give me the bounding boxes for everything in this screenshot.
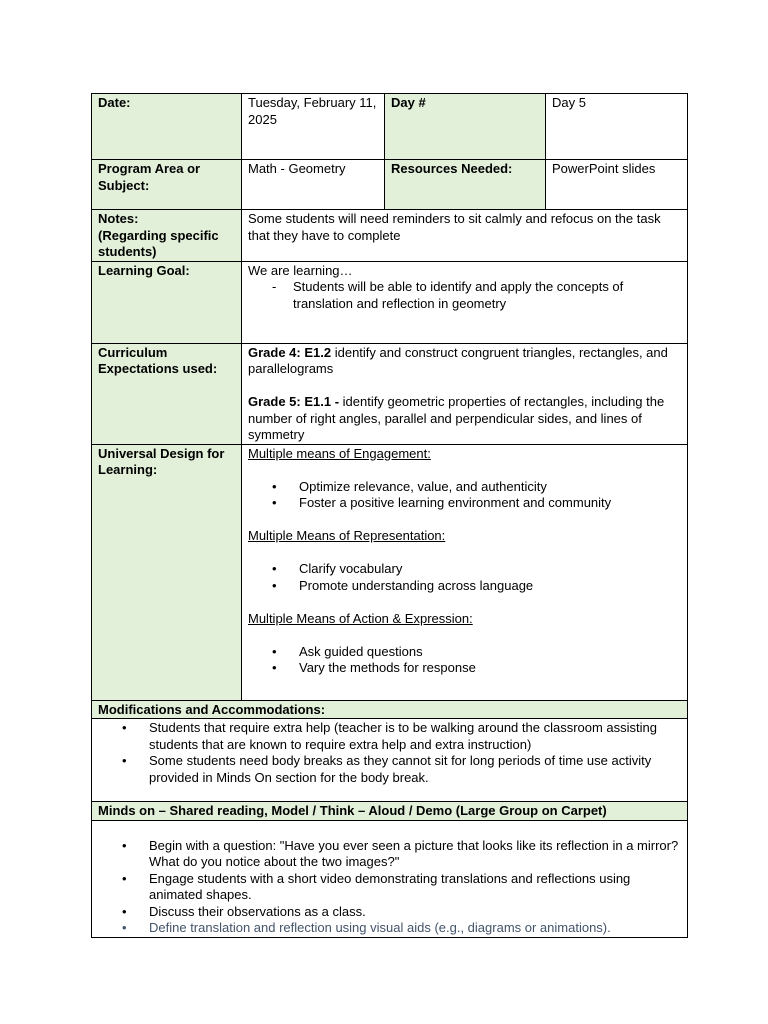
minds-on-row — [92, 820, 688, 937]
learning-goal-intro: We are learning… — [248, 262, 353, 278]
modifications-heading: Modifications and Accommodations: — [92, 700, 688, 719]
minds-on-list — [98, 838, 682, 937]
date-value: Tuesday, February 11, 2025 — [242, 94, 385, 160]
modifications-row — [92, 719, 688, 802]
learning-goal-list — [248, 279, 682, 312]
grade4-expectation — [248, 345, 682, 378]
list-item: • Begin with a question: "Have you ever seen a picture that looks like its reflection in a mirror? What do you notice about the two images?" — [98, 838, 682, 871]
lesson-plan-table — [91, 93, 688, 938]
notes-label-line1: Notes: — [98, 211, 139, 226]
engagement-list — [248, 479, 682, 512]
minds-on-heading-row — [92, 802, 688, 821]
list-item: • Engage students with a short video demonstrating translations and reflections using animated shapes. — [98, 871, 682, 904]
subject-value: Math - Geometry — [242, 160, 385, 210]
subject-row — [92, 160, 688, 210]
subject-label: Program Area or Subject: — [92, 160, 242, 210]
learning-goal-item: - Students will be able to identify and apply the concepts of translation and reflection in geometry — [248, 279, 682, 312]
modifications-content — [92, 719, 688, 802]
resources-label: Resources Needed: — [385, 160, 546, 210]
minds-on-content — [92, 820, 688, 937]
date-row — [92, 94, 688, 160]
modifications-heading-row — [92, 700, 688, 719]
representation-list — [248, 561, 682, 594]
resources-value: PowerPoint slides — [546, 160, 688, 210]
curriculum-row — [92, 343, 688, 444]
grade4-text: identify and construct congruent triangles, rectangles, and parallelograms — [248, 344, 668, 376]
list-item: • Ask guided questions — [248, 644, 682, 661]
udl-content — [242, 444, 688, 700]
modifications-list — [98, 720, 682, 786]
representation-heading: Multiple Means of Representation: — [248, 528, 446, 543]
grade4-label: Grade 4: E1.2 — [248, 344, 332, 360]
action-heading: Multiple Means of Action & Expression: — [248, 610, 473, 626]
minds-on-heading: Minds on – Shared reading, Model / Think – Aloud / Demo (Large Group on Carpet) — [92, 802, 688, 821]
action-list — [248, 644, 682, 677]
day-value: Day 5 — [546, 94, 688, 160]
list-item: • Discuss their observations as a class. — [98, 904, 682, 921]
udl-label: Universal Design for Learning: — [92, 444, 242, 700]
curriculum-content — [242, 343, 688, 444]
notes-label — [92, 210, 242, 262]
learning-goal-content — [242, 261, 688, 343]
learning-goal-label: Learning Goal: — [92, 261, 242, 343]
grade5-text: identify geometric properties of rectangles, including the number of right angles, parallel and perpendicular sides, and lines of symmetry — [248, 394, 665, 442]
list-item: • Promote understanding across language — [248, 578, 682, 595]
engagement-heading: Multiple means of Engagement: — [248, 445, 431, 461]
notes-label-line2: (Regarding specific students) — [98, 227, 219, 259]
day-label: Day # — [385, 94, 546, 160]
list-item: • Clarify vocabulary — [248, 561, 682, 578]
grade5-expectation — [248, 394, 682, 444]
list-item: • Vary the methods for response — [248, 660, 682, 677]
curriculum-label: Curriculum Expectations used: — [92, 343, 242, 444]
list-item: • Students that require extra help (teacher is to be walking around the classroom assisting students that are known to require extra help and extra instruction) — [98, 720, 682, 753]
list-item: • Foster a positive learning environment and community — [248, 495, 682, 512]
date-label: Date: — [92, 94, 242, 160]
udl-row — [92, 444, 688, 700]
grade5-label: Grade 5: E1.1 - — [248, 394, 340, 409]
list-item: • Define translation and reflection using visual aids (e.g., diagrams or animations). — [98, 920, 682, 937]
learning-goal-row — [92, 261, 688, 343]
notes-value: Some students will need reminders to sit calmly and refocus on the task that they have to complete — [242, 210, 688, 262]
list-item: • Optimize relevance, value, and authenticity — [248, 479, 682, 496]
list-item: • Some students need body breaks as they cannot sit for long periods of time use activity provided in Minds On section for the body break. — [98, 753, 682, 786]
notes-row — [92, 210, 688, 262]
